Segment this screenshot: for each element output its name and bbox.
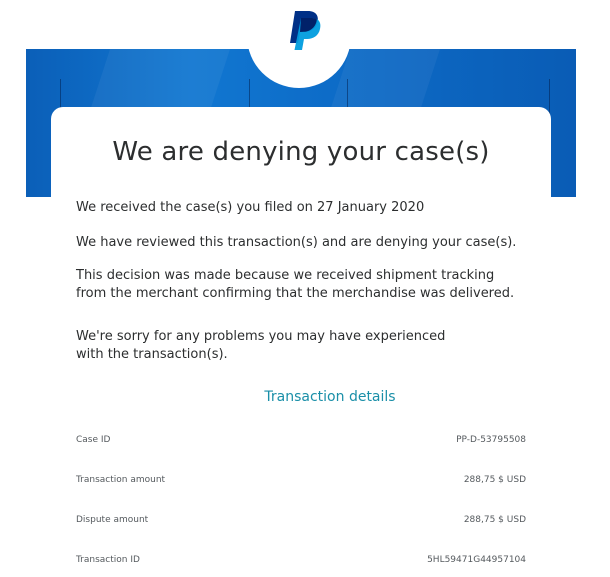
detail-row-dispute-amount xyxy=(76,515,526,529)
detail-label: Transaction ID xyxy=(76,555,140,565)
detail-row-case-id xyxy=(76,435,526,449)
review-paragraph: We have reviewed this transaction(s) and are denying your case(s). xyxy=(76,235,517,250)
transaction-details-heading: Transaction details xyxy=(264,389,396,405)
decision-paragraph: This decision was made because we received shipment tracking from the merchant confirming that the merchandise was delivered. xyxy=(76,268,515,301)
detail-label: Case ID xyxy=(76,435,111,445)
detail-value: PP-D-53795508 xyxy=(456,435,526,445)
apology-paragraph: We're sorry for any problems you may have experienced with the transaction(s). xyxy=(76,329,446,362)
detail-label: Transaction amount xyxy=(76,475,166,485)
detail-value: 288,75 $ USD xyxy=(463,515,526,525)
paypal-logo-icon xyxy=(286,9,322,51)
detail-row-transaction-id xyxy=(76,555,526,569)
detail-value: 5HL59471G44957104 xyxy=(427,555,526,565)
detail-label: Dispute amount xyxy=(76,515,149,525)
page-title: We are denying your case(s) xyxy=(112,137,490,167)
detail-value: 288,75 $ USD xyxy=(463,475,526,485)
case-filed-paragraph: We received the case(s) you filed on 27 January 2020 xyxy=(76,200,425,215)
detail-row-transaction-amount xyxy=(76,475,526,489)
